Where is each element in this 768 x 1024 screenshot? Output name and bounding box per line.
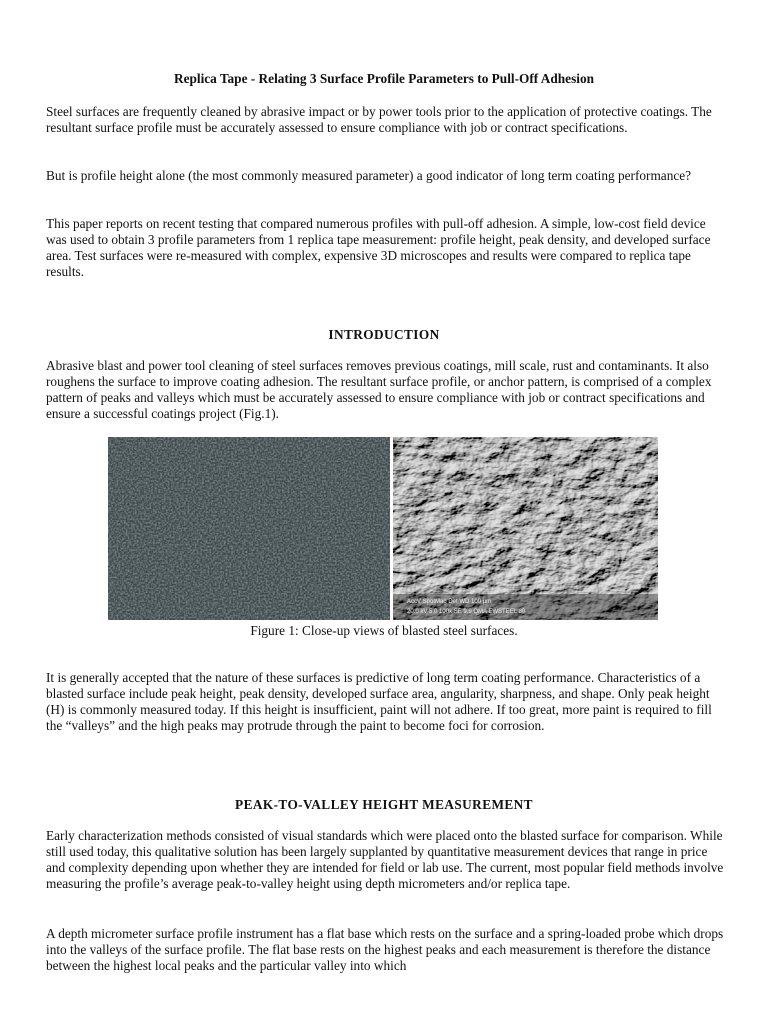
abstract-paragraph-2: But is profile height alone (the most commonly measured parameter) a good indicator of long term coating performance? bbox=[46, 168, 692, 183]
sem-micrograph bbox=[393, 437, 658, 620]
ptv-heading: PEAK-TO-VALLEY HEIGHT MEASUREMENT bbox=[235, 797, 533, 812]
introduction-paragraph-1: Abrasive blast and power tool cleaning of steel surfaces removes previous coatings, mill scale, rust and contaminants. It also roughens the surface to improve coating adhesion. The resultant surface profile, or anchor pattern, is comprised of a complex pattern of peaks and valleys which must be accurately assessed to ensure compliance with job or contract specifications and ensure a successful coatings project (Fig.1). bbox=[46, 358, 712, 421]
figure-caption: Figure 1: Close-up views of blasted steel surfaces. bbox=[250, 623, 518, 638]
sem-overlay-text: AccV SpotMag Det WD 100 µm bbox=[407, 599, 492, 605]
paper-title: Replica Tape - Relating 3 Surface Profile Parameters to Pull-Off Adhesion bbox=[173, 71, 595, 86]
sem-overlay-text-2: 20.0 kV 5.0 100x SE 9.9 QMA EWSTEEL 80 bbox=[407, 609, 526, 615]
abstract-paragraph-1: Steel surfaces are frequently cleaned by abrasive impact or by power tools prior to the application of protective coatings. The resultant surface profile must be accurately assessed to ensure compliance with job or contract specifications. bbox=[46, 104, 712, 135]
ptv-paragraph-2: A depth micrometer surface profile instrument has a flat base which rests on the surface and a spring-loaded probe which drops into the valleys of the surface profile. The flat base rests on the highest peaks and each measurement is therefore the distance between the highest local peaks and the particular valley into which bbox=[46, 926, 724, 973]
ptv-paragraph-1: Early characterization methods consisted of visual standards which were placed onto the blasted surface for comparison. While still used today, this qualitative solution has been largely supplanted by quantitative measurement devices that range in price and complexity depending upon whether they are intended for field or lab use. The current, most popular field methods involve measuring the profile’s average peak-to-valley height using depth micrometers and/or replica tape. bbox=[46, 828, 724, 891]
figure-1 bbox=[108, 437, 658, 620]
introduction-paragraph-2: It is generally accepted that the nature of these surfaces is predictive of long term coating performance. Characteristics of a blasted surface include peak height, peak density, developed surface area, angularity, sharpness, and shape. Only peak height (H) is commonly measured today. If this height is insufficient, paint will not adhere. If too great, more paint is required to fill the “valleys” and the high peaks may protrude through the paint to become foci for corrosion. bbox=[46, 670, 712, 733]
introduction-heading: INTRODUCTION bbox=[328, 327, 440, 342]
abstract-paragraph-3: This paper reports on recent testing that compared numerous profiles with pull-off adhesion. A simple, low-cost field device was used to obtain 3 profile parameters from 1 replica tape measurement: profile height, peak density, and developed surface area. Test surfaces were re-measured with complex, expensive 3D microscopes and results were compared to replica tape results. bbox=[46, 216, 711, 279]
blasted-steel-photo bbox=[108, 437, 390, 620]
